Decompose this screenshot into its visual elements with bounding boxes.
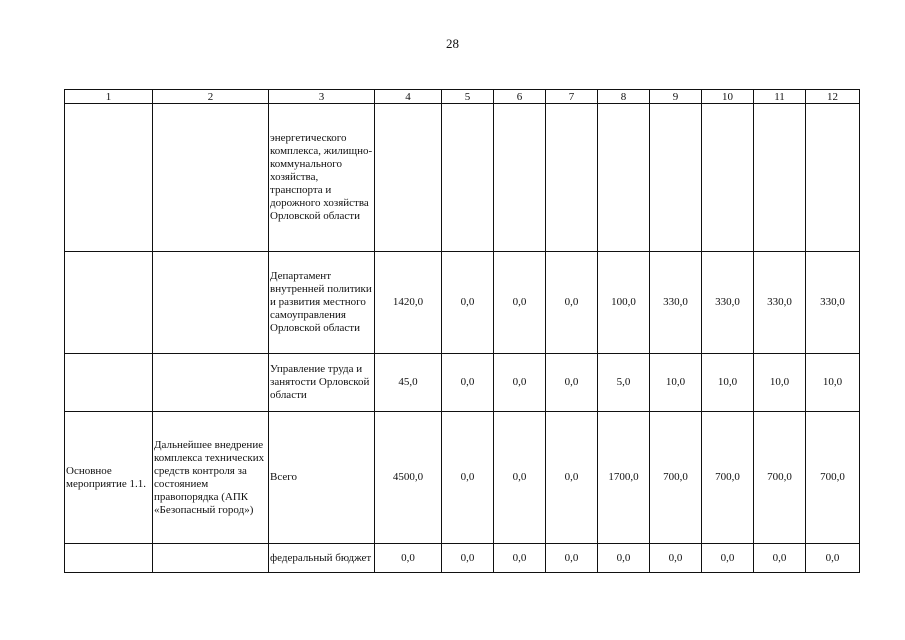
table-row (65, 104, 860, 252)
column-header: 2 (153, 90, 269, 104)
cell-value: 0,0 (442, 354, 494, 412)
cell-value: 10,0 (702, 354, 754, 412)
cell-value: 10,0 (806, 354, 860, 412)
table-row (65, 544, 860, 573)
cell-value (806, 104, 860, 252)
table-row (65, 412, 860, 544)
cell-value: 0,0 (494, 354, 546, 412)
column-header: 4 (375, 90, 442, 104)
cell-value: 1420,0 (375, 252, 442, 354)
cell-value: 330,0 (754, 252, 806, 354)
cell-value (442, 104, 494, 252)
cell-measure: Основное мероприятие 1.1. (65, 412, 153, 544)
cell-value: 0,0 (546, 412, 598, 544)
cell-value: 700,0 (754, 412, 806, 544)
cell-value: 0,0 (494, 412, 546, 544)
cell-value: 0,0 (806, 544, 860, 573)
cell-value: 0,0 (442, 544, 494, 573)
cell-value (494, 104, 546, 252)
cell-value: 0,0 (598, 544, 650, 573)
cell-measure (65, 354, 153, 412)
cell-value (375, 104, 442, 252)
cell-value: 0,0 (494, 252, 546, 354)
table-row (65, 252, 860, 354)
cell-value: 330,0 (650, 252, 702, 354)
cell-value (650, 104, 702, 252)
cell-value (702, 104, 754, 252)
cell-value: 1700,0 (598, 412, 650, 544)
cell-executor: Управление труда и занятости Орловской области (269, 354, 375, 412)
column-header: 11 (754, 90, 806, 104)
cell-executor: Департамент внутренней политики и развития местного самоуправления Орловской области (269, 252, 375, 354)
column-header: 5 (442, 90, 494, 104)
cell-executor: энергетического комплекса, жилищно-коммунального хозяйства, транспорта и дорожного хозяйства Орловской области (269, 104, 375, 252)
cell-value: 330,0 (702, 252, 754, 354)
cell-description (153, 104, 269, 252)
column-header: 10 (702, 90, 754, 104)
cell-value (754, 104, 806, 252)
cell-description (153, 252, 269, 354)
cell-value: 330,0 (806, 252, 860, 354)
cell-value: 5,0 (598, 354, 650, 412)
cell-measure (65, 252, 153, 354)
cell-value: 700,0 (806, 412, 860, 544)
cell-value: 0,0 (546, 354, 598, 412)
cell-value: 100,0 (598, 252, 650, 354)
column-header: 8 (598, 90, 650, 104)
cell-measure (65, 104, 153, 252)
cell-value (598, 104, 650, 252)
cell-value: 0,0 (375, 544, 442, 573)
cell-executor: Всего (269, 412, 375, 544)
column-header: 9 (650, 90, 702, 104)
cell-description: Дальнейшее внедрение комплекса технических средств контроля за состоянием правопорядка (АПК «Безопасный город») (153, 412, 269, 544)
cell-value: 45,0 (375, 354, 442, 412)
cell-value: 0,0 (546, 544, 598, 573)
cell-value: 10,0 (754, 354, 806, 412)
cell-value: 0,0 (442, 252, 494, 354)
cell-measure (65, 544, 153, 573)
cell-executor: федеральный бюджет (269, 544, 375, 573)
budget-table (64, 89, 860, 573)
cell-value: 700,0 (650, 412, 702, 544)
cell-value: 0,0 (494, 544, 546, 573)
cell-value: 0,0 (650, 544, 702, 573)
cell-value: 10,0 (650, 354, 702, 412)
column-header: 3 (269, 90, 375, 104)
table-row (65, 354, 860, 412)
column-header: 7 (546, 90, 598, 104)
column-header: 1 (65, 90, 153, 104)
page-number: 28 (446, 36, 459, 51)
cell-value: 0,0 (702, 544, 754, 573)
cell-value: 0,0 (546, 252, 598, 354)
column-header: 12 (806, 90, 860, 104)
cell-value: 0,0 (442, 412, 494, 544)
cell-description (153, 354, 269, 412)
cell-value: 4500,0 (375, 412, 442, 544)
cell-description (153, 544, 269, 573)
cell-value (546, 104, 598, 252)
table-header-row (65, 90, 860, 104)
cell-value: 700,0 (702, 412, 754, 544)
column-header: 6 (494, 90, 546, 104)
cell-value: 0,0 (754, 544, 806, 573)
